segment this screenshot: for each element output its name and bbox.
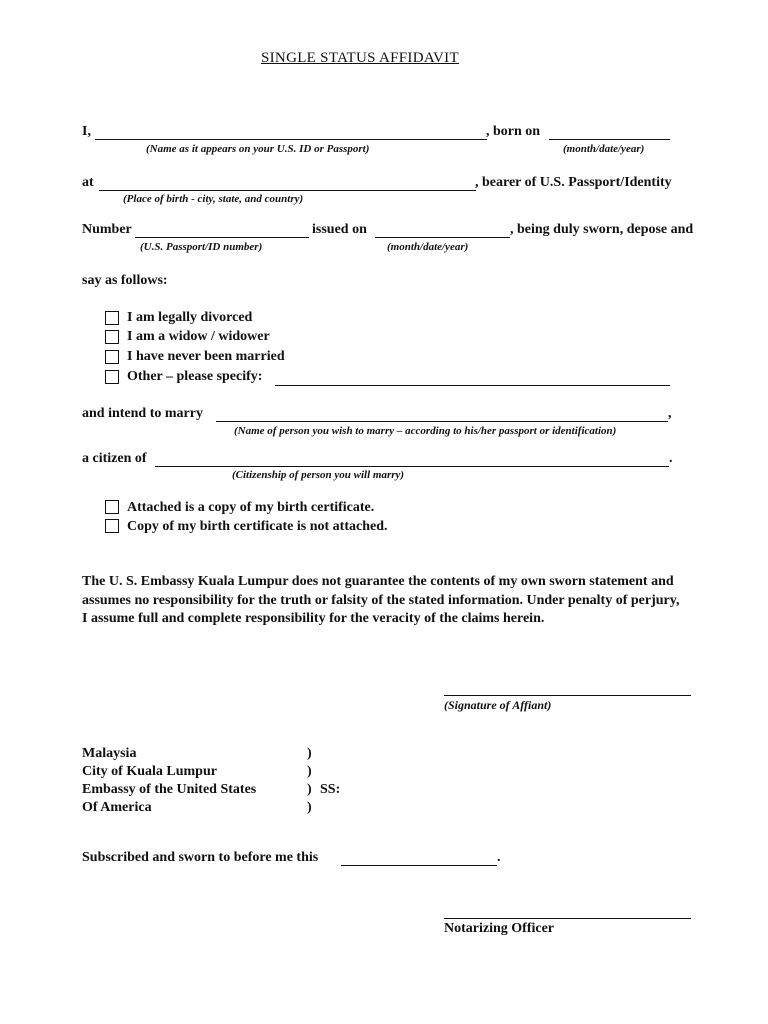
disclaimer-paragraph: The U. S. Embassy Kuala Lumpur does not guarantee the contents of my own sworn statement and assumes no responsibility for the truth or falsity of the stated information. Under penalty of perjury, I assume full and complete responsibility for the veracity of the claims herein. <box>82 574 680 626</box>
notary-signature-line[interactable] <box>444 918 691 919</box>
birth-place-field[interactable] <box>99 190 476 191</box>
birth-cert-not-attached-label: Copy of my birth certificate is not attached. <box>127 519 388 534</box>
citizen-prefix: a citizen of <box>82 451 147 466</box>
venue-paren-3: ) <box>307 782 312 797</box>
citizenship-caption: (Citizenship of person you will marry) <box>232 469 405 481</box>
birth-cert-attached-checkbox[interactable] <box>105 500 119 514</box>
passport-number-field[interactable] <box>135 237 309 238</box>
passport-number-caption: (U.S. Passport/ID number) <box>140 241 263 253</box>
citizen-end: . <box>669 451 673 466</box>
name-caption: (Name as it appears on your U.S. ID or Passport) <box>146 143 370 155</box>
venue-embassy: Embassy of the United States <box>82 782 257 797</box>
venue-country: Malaysia <box>82 746 137 761</box>
never-married-label: I have never been married <box>127 349 285 364</box>
divorced-label: I am legally divorced <box>127 310 253 325</box>
bearer-label: , bearer of U.S. Passport/Identity <box>475 175 672 190</box>
name-field[interactable] <box>95 139 487 140</box>
venue-ss: SS: <box>320 782 341 797</box>
birth-cert-attached-label: Attached is a copy of my birth certificate. <box>127 500 375 515</box>
widowed-checkbox[interactable] <box>105 330 119 344</box>
venue-paren-1: ) <box>307 746 312 761</box>
subscribed-end: . <box>497 850 501 865</box>
affiant-signature-line[interactable] <box>444 695 691 696</box>
venue-paren-2: ) <box>307 764 312 779</box>
other-label: Other – please specify: <box>127 369 263 384</box>
widowed-label: I am a widow / widower <box>127 329 270 344</box>
never-married-checkbox[interactable] <box>105 350 119 364</box>
place-prefix: at <box>82 175 94 190</box>
citizenship-field[interactable] <box>155 466 669 467</box>
marry-end: , <box>668 406 672 421</box>
marry-prefix: and intend to marry <box>82 406 203 421</box>
subscribed-label: Subscribed and sworn to before me this <box>82 850 319 865</box>
issue-date-field[interactable] <box>375 237 510 238</box>
intended-spouse-field[interactable] <box>216 421 668 422</box>
born-on-label: , born on <box>486 124 541 139</box>
other-checkbox[interactable] <box>105 370 119 384</box>
say-as-follows: say as follows: <box>82 273 168 288</box>
divorced-checkbox[interactable] <box>105 311 119 325</box>
issued-on-label: issued on <box>312 222 367 237</box>
number-prefix: Number <box>82 222 132 237</box>
birth-place-caption: (Place of birth - city, state, and country) <box>123 193 304 205</box>
birth-cert-not-attached-checkbox[interactable] <box>105 519 119 533</box>
affiant-signature-caption: (Signature of Affiant) <box>444 698 552 712</box>
issue-date-caption: (month/date/year) <box>387 241 469 253</box>
birth-date-caption: (month/date/year) <box>563 143 645 155</box>
name-prefix: I, <box>82 124 91 139</box>
venue-paren-4: ) <box>307 800 312 815</box>
intended-spouse-caption: (Name of person you wish to marry – according to his/her passport or identification) <box>234 425 617 437</box>
subscribed-date-field[interactable] <box>341 865 497 866</box>
birth-date-field[interactable] <box>549 139 670 140</box>
venue-america: Of America <box>82 800 152 815</box>
other-specify-field[interactable] <box>275 385 670 386</box>
venue-city: City of Kuala Lumpur <box>82 764 217 779</box>
notary-label: Notarizing Officer <box>444 921 555 936</box>
document-title: SINGLE STATUS AFFIDAVIT <box>261 50 459 66</box>
sworn-label: , being duly sworn, depose and <box>510 222 694 237</box>
